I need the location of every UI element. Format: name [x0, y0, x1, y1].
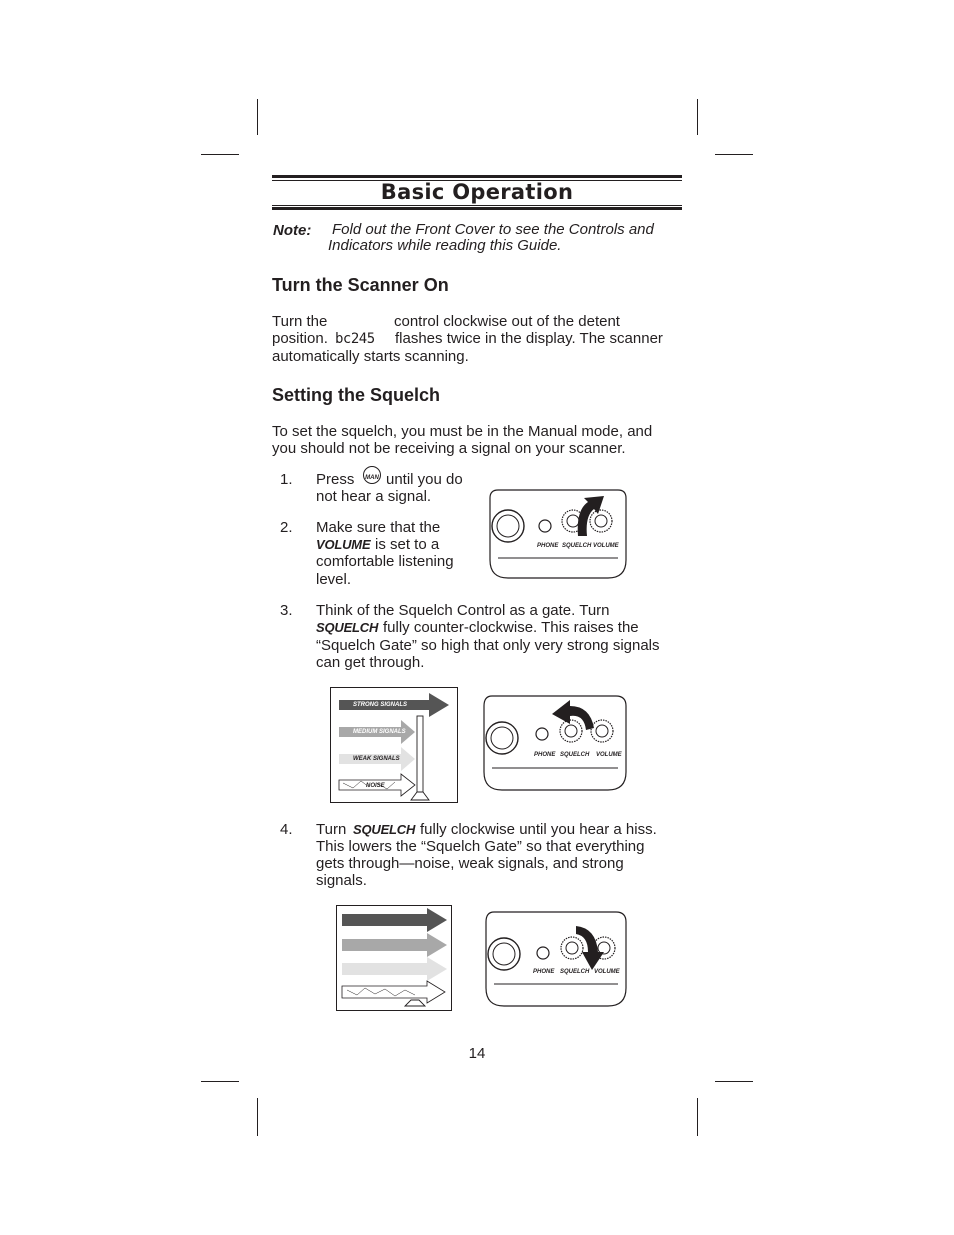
weak-signals-label: WEAK SIGNALS: [353, 756, 400, 762]
turn-on-line-1b: control clockwise out of the detent: [394, 313, 620, 330]
note-line-2: Indicators while reading this Guide.: [328, 237, 562, 254]
step-2-text-d: level.: [316, 571, 352, 588]
man-key-label: MAN: [365, 475, 379, 481]
squelch-label: SQUELCH: [560, 752, 590, 758]
title-rule-bottom: [272, 207, 682, 210]
note-label: Note:: [273, 222, 312, 239]
phone-label: PHONE: [534, 752, 556, 758]
step-3-text-c: “Squelch Gate” so high that only very strong signals: [316, 637, 660, 654]
step-1-text-c: not hear a signal.: [316, 488, 432, 505]
step-1-text-a: Press: [316, 471, 355, 488]
squelch-gate-diagram-high: [330, 687, 458, 803]
squelch-control-label: SQUELCH: [316, 620, 379, 635]
squelch-label: SQUELCH: [560, 969, 590, 975]
turn-on-line-2a: position.: [272, 330, 328, 347]
turn-on-line-3: automatically starts scanning.: [272, 348, 469, 365]
squelch-intro-2: you should not be receiving a signal on your scanner.: [272, 440, 626, 457]
volume-label: VOLUME: [593, 543, 619, 549]
step-4-text-d: gets through—noise, weak signals, and strong: [316, 855, 624, 872]
section-heading-squelch: Setting the Squelch: [272, 385, 441, 405]
step-2-text-c: comfortable listening: [316, 553, 454, 570]
man-key-icon: [363, 466, 381, 484]
crop-mark: [201, 154, 239, 155]
step-2-text-b: is set to a: [375, 536, 440, 553]
turn-on-line-1a: Turn the: [272, 313, 328, 330]
step-1-text-b: until you do: [386, 471, 463, 488]
squelch-control-label: SQUELCH: [353, 822, 416, 837]
page-number: 14: [468, 1045, 486, 1062]
crop-mark: [715, 1081, 753, 1082]
step-4-text-a: Turn: [316, 821, 347, 838]
title-rule-bottom-thin: [272, 205, 682, 206]
crop-mark: [257, 99, 258, 135]
squelch-gate-diagram-low: [336, 905, 452, 1011]
noise-label: NOISE: [366, 783, 385, 789]
volume-label: VOLUME: [596, 752, 622, 758]
squelch-label: SQUELCH: [562, 543, 592, 549]
step-number: 1.: [280, 471, 293, 488]
radio-panel-illustration-3: [484, 910, 628, 1008]
step-2-text-a: Make sure that the: [316, 519, 441, 536]
medium-signals-label: MEDIUM SIGNALS: [353, 729, 406, 735]
strong-signals-label: STRONG SIGNALS: [353, 702, 408, 708]
step-4-text-e: signals.: [316, 872, 367, 889]
step-number: 3.: [280, 602, 293, 619]
crop-mark: [715, 154, 753, 155]
crop-mark: [257, 1098, 258, 1136]
volume-control-label: VOLUME: [316, 537, 371, 552]
phone-label: PHONE: [533, 969, 555, 975]
step-3-text-b: fully counter-clockwise. This raises the: [383, 619, 639, 636]
volume-label: VOLUME: [594, 969, 620, 975]
crop-mark: [697, 99, 698, 135]
crop-mark: [201, 1081, 239, 1082]
page-title: Basic Operation: [380, 180, 574, 204]
display-readout: bc245: [335, 331, 375, 347]
step-3-text-a: Think of the Squelch Control as a gate. Turn: [316, 602, 610, 619]
step-4-text-b: fully clockwise until you hear a hiss.: [420, 821, 657, 838]
step-number: 2.: [280, 519, 293, 536]
section-heading-turn-on: Turn the Scanner On: [272, 275, 449, 295]
squelch-intro-1: To set the squelch, you must be in the Manual mode, and: [272, 423, 653, 440]
radio-panel-illustration-1: [488, 488, 628, 580]
radio-panel-illustration-2: [482, 694, 628, 792]
step-4-text-c: This lowers the “Squelch Gate” so that everything: [316, 838, 645, 855]
phone-label: PHONE: [537, 543, 559, 549]
step-3-text-d: can get through.: [316, 654, 425, 671]
crop-mark: [697, 1098, 698, 1136]
turn-on-line-2b: flashes twice in the display. The scanner: [395, 330, 663, 347]
step-number: 4.: [280, 821, 293, 838]
title-rule-top: [272, 175, 682, 178]
note-line-1: Fold out the Front Cover to see the Controls and: [332, 221, 654, 238]
